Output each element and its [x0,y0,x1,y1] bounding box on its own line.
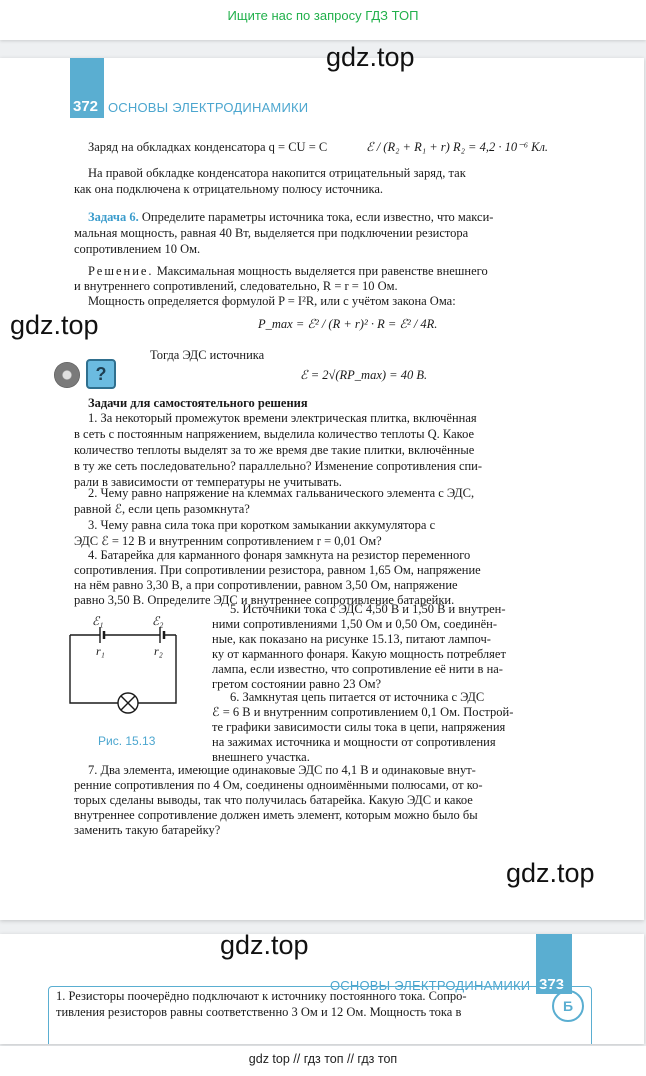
problem-line: в сеть с постоянным напряжением, выделила количество теплоты Q. Какое [74,427,475,441]
page-number-tab [536,934,572,994]
series-logo-icon: Б [552,990,584,1022]
problem-line: 1. За некоторый промежуток времени электрическая плитка, включённая [88,411,477,425]
problem-line: 3. Чему равна сила тока при коротком замыкании аккумулятора с [88,518,436,532]
page-number: 373 [539,976,565,993]
problem-line: равной ℰ, если цепь разомкнута? [74,502,250,516]
bottom-bar-text: gdz top // гдз топ // гдз топ [248,1052,398,1066]
page-number: 372 [73,98,99,115]
emf-intro: Тогда ЭДС источника [150,348,265,362]
problem-line: ЭДС ℰ = 12 В и внутренним сопротивлением r = 0,01 Ом? [74,534,382,548]
circuit-figure [64,613,204,733]
problem-line: 4. Батарейка для карманного фонаря замкнута на резистор переменного [88,548,471,562]
textbook-page-373 [0,934,644,1044]
side-problem-line: лампа, если известно, что сопротивление её нити в на- [212,662,503,676]
task6-label: Задача 6. [88,210,139,224]
top-banner [0,0,646,40]
charge-formula: ℰ / (R₂ + R₁ + r) R₂ = 4,2 · 10⁻⁶ Кл. [366,140,549,154]
problem7-line: внутреннее сопротивление должен иметь элемент, которым можно было бы [74,808,478,822]
side-problem-line: на зажимах источника и мощности от сопротивления [212,735,496,749]
side-problem-line: внешнего участка. [212,750,310,764]
solution-line-3: Мощность определяется формулой P = I²R, или с учётом закона Ома: [88,294,456,308]
side-problem-line: 6. Замкнутая цепь питается от источника с ЭДС [230,690,485,704]
watermark: gdz.top [220,930,309,960]
watermark: gdz.top [506,858,595,888]
problem7-line: 7. Два элемента, имеющие одинаковые ЭДС по 4,1 В и одинаковые внут- [88,763,476,777]
self-study-heading: Задачи для самостоятельного решения [88,396,308,410]
side-problem-line: ку от карманного фонаря. Какую мощность потребляет [212,647,506,661]
pmax-formula: P_max = ℰ² / (R + r)² · R = ℰ² / 4R. [258,317,438,331]
watermark: gdz.top [10,310,99,340]
charge-line: Заряд на обкладках конденсатора q = CU = C [88,140,328,154]
side-problem-line: ними сопротивлениями 1,50 Ом и 0,50 Ом, соединён- [212,617,497,631]
para-line-1: На правой обкладке конденсатора накопится отрицательный заряд, так [88,166,466,180]
problem-line: равно 3,50 В. Определите ЭДС и внутреннее сопротивление батарейки. [74,593,455,607]
figure-caption: Рис. 15.13 [98,734,156,748]
page-number-tab [70,58,104,118]
task6-line-2: мальная мощность, равная 40 Вт, выделяется при подключении резистора [74,226,469,240]
task6-line-1: Определите параметры источника тока, если известно, что макси- [138,210,494,224]
problem-line: на нём равно 3,30 В, а при сопротивлении, равном 3,50 Ом, напряжение [74,578,458,592]
side-problem-line: те графики зависимости силы тока в цепи, напряжения [212,720,506,734]
para-line-2: как она подключена к отрицательному полюсу источника. [74,182,384,196]
problem-line: 2. Чему равно напряжение на клеммах гальванического элемента с ЭДС, [88,486,475,500]
problem7-line: заменить такую батарейку? [74,823,221,837]
task-line: тивления резисторов равны соответственно 3 Ом и 12 Ом. Мощность тока в [56,1005,462,1019]
textbook-page-372 [0,58,644,920]
problem-line: количество теплоты выделят за то же время две такие плитки, включённые [74,443,475,457]
task-line: 1. Резисторы поочерёдно подключают к источнику постоянного тока. Сопро- [56,989,467,1003]
side-problem-line: ℰ = 6 В и внутренним сопротивлением 0,1 Ом. Построй- [212,705,514,719]
bottom-bar [0,1046,646,1076]
problem-line: сопротивления. При сопротивлении резистора, равном 1,65 Ом, напряжение [74,563,481,577]
emf2-label: ℰ₂ [152,614,164,628]
problem-line: рали в зависимости от температуры не учитывать. [74,475,342,489]
side-problem-line: ные, как показано на рисунке 15.13, питают лампоч- [212,632,491,646]
emf1-label: ℰ₁ [92,614,104,628]
solution-label: Решение. [88,264,154,278]
watermark: gdz.top [326,42,415,72]
side-problem-line: 5. Источники тока с ЭДС 4,50 В и 1,50 В и внутрен- [230,602,506,616]
r2-label: r₂ [154,644,163,658]
solution-line-2: и внутреннего сопротивлений, следовательно, R = r = 10 Ом. [74,279,398,293]
disc-icon [54,362,80,388]
task6-line-3: сопротивлением 10 Ом. [74,242,201,256]
problem7-line: ренние сопротивления по 4 Ом, соединены одноимёнными полюсами, от ко- [74,778,483,792]
section-title: ОСНОВЫ ЭЛЕКТРОДИНАМИКИ [108,100,309,115]
problem7-line: торых сделаны выводы, так что получилась батарейка. Какую ЭДС и какое [74,793,473,807]
emf-formula: ℰ = 2√(RP_max) = 40 В. [300,368,428,382]
problem-line: в ту же сеть последовательно? параллельно? Изменение сопротивления спи- [74,459,483,473]
solution-line-1: Максимальная мощность выделяется при равенстве внешнего [153,264,488,278]
question-icon: ? [86,359,116,389]
section-title: ОСНОВЫ ЭЛЕКТРОДИНАМИКИ [330,978,531,993]
search-hint-link[interactable]: Ищите нас по запросу ГДЗ ТОП [227,8,419,23]
side-problem-line: гретом состоянии равно 23 Ом? [212,677,382,691]
r1-label: r₁ [96,644,105,658]
